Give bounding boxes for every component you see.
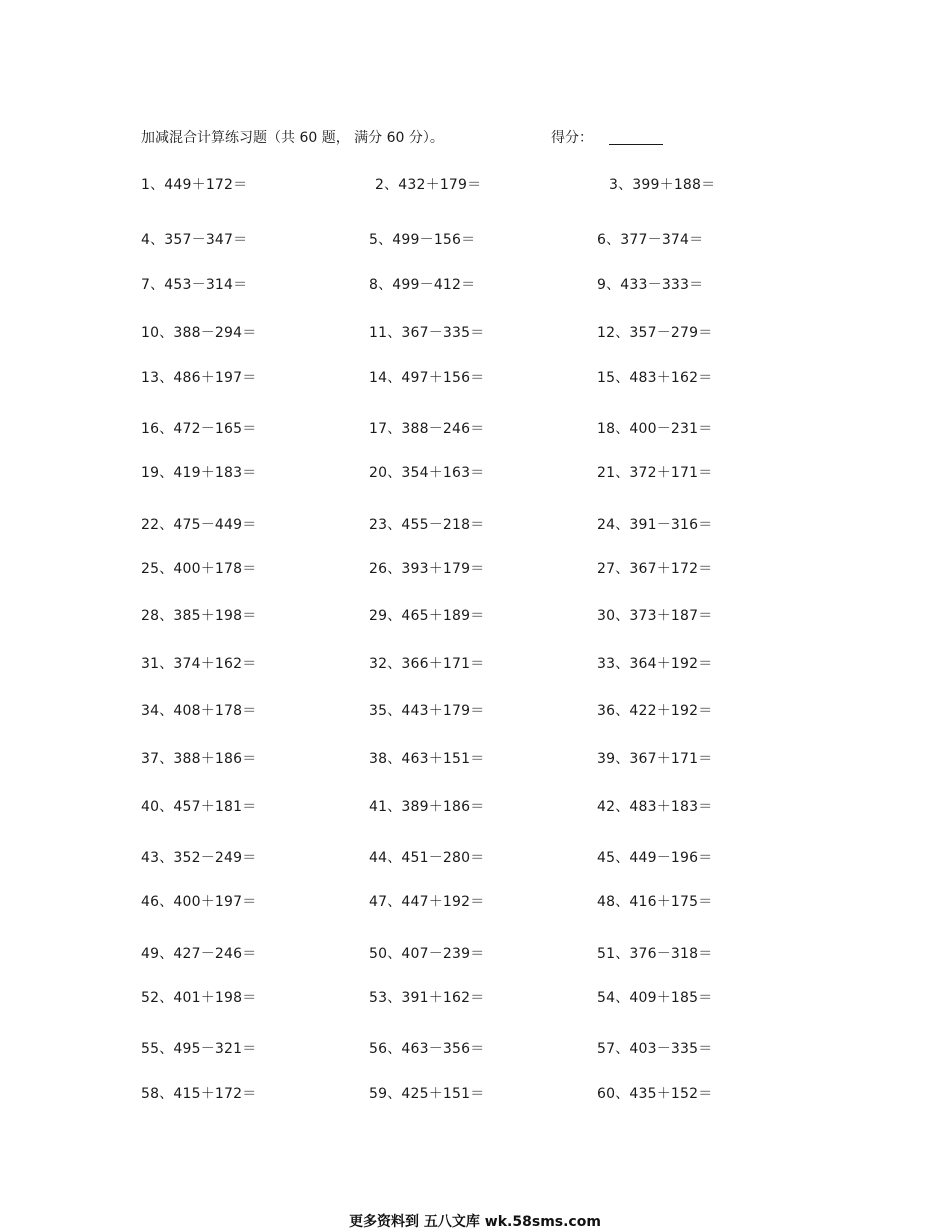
problem-item: 22、475－449＝ bbox=[141, 517, 257, 533]
problem-item: 8、499－412＝ bbox=[369, 277, 476, 293]
problem-item: 35、443＋179＝ bbox=[369, 703, 485, 719]
problem-item: 5、499－156＝ bbox=[369, 232, 476, 248]
problem-item: 26、393＋179＝ bbox=[369, 561, 485, 577]
problem-item: 7、453－314＝ bbox=[141, 277, 248, 293]
footer-watermark: 更多资料到 五八文库 wk.58sms.com bbox=[349, 1214, 601, 1230]
problem-item: 32、366＋171＝ bbox=[369, 656, 485, 672]
problem-item: 54、409＋185＝ bbox=[597, 990, 713, 1006]
problem-item: 13、486＋197＝ bbox=[141, 370, 257, 386]
problem-item: 43、352－249＝ bbox=[141, 850, 257, 866]
score-blank-line bbox=[609, 144, 663, 145]
problem-item: 36、422＋192＝ bbox=[597, 703, 713, 719]
problem-item: 45、449－196＝ bbox=[597, 850, 713, 866]
problem-item: 48、416＋175＝ bbox=[597, 894, 713, 910]
problem-item: 60、435＋152＝ bbox=[597, 1086, 713, 1102]
problem-item: 47、447＋192＝ bbox=[369, 894, 485, 910]
problem-item: 58、415＋172＝ bbox=[141, 1086, 257, 1102]
problem-item: 12、357－279＝ bbox=[597, 325, 713, 341]
score-label: 得分： bbox=[551, 130, 593, 146]
problem-item: 4、357－347＝ bbox=[141, 232, 248, 248]
problem-item: 49、427－246＝ bbox=[141, 946, 257, 962]
problem-item: 28、385＋198＝ bbox=[141, 608, 257, 624]
problem-item: 11、367－335＝ bbox=[369, 325, 485, 341]
problem-item: 1、449＋172＝ bbox=[141, 177, 248, 193]
problem-item: 41、389＋186＝ bbox=[369, 799, 485, 815]
problem-item: 52、401＋198＝ bbox=[141, 990, 257, 1006]
problem-item: 57、403－335＝ bbox=[597, 1041, 713, 1057]
problem-item: 25、400＋178＝ bbox=[141, 561, 257, 577]
problem-item: 33、364＋192＝ bbox=[597, 656, 713, 672]
problem-item: 44、451－280＝ bbox=[369, 850, 485, 866]
problem-item: 15、483＋162＝ bbox=[597, 370, 713, 386]
worksheet-title: 加减混合计算练习题（共 60 题， 满分 60 分）。 bbox=[141, 130, 444, 146]
problem-item: 55、495－321＝ bbox=[141, 1041, 257, 1057]
problem-item: 23、455－218＝ bbox=[369, 517, 485, 533]
problem-item: 9、433－333＝ bbox=[597, 277, 704, 293]
problem-item: 14、497＋156＝ bbox=[369, 370, 485, 386]
problem-item: 40、457＋181＝ bbox=[141, 799, 257, 815]
problem-item: 46、400＋197＝ bbox=[141, 894, 257, 910]
problem-item: 24、391－316＝ bbox=[597, 517, 713, 533]
problem-item: 18、400－231＝ bbox=[597, 421, 713, 437]
problem-item: 10、388－294＝ bbox=[141, 325, 257, 341]
problem-item: 42、483＋183＝ bbox=[597, 799, 713, 815]
problem-item: 29、465＋189＝ bbox=[369, 608, 485, 624]
problem-item: 21、372＋171＝ bbox=[597, 465, 713, 481]
problem-item: 2、432＋179＝ bbox=[375, 177, 482, 193]
problem-item: 16、472－165＝ bbox=[141, 421, 257, 437]
problem-item: 6、377－374＝ bbox=[597, 232, 704, 248]
problem-item: 39、367＋171＝ bbox=[597, 751, 713, 767]
problem-item: 50、407－239＝ bbox=[369, 946, 485, 962]
problem-item: 53、391＋162＝ bbox=[369, 990, 485, 1006]
problem-item: 38、463＋151＝ bbox=[369, 751, 485, 767]
problem-item: 37、388＋186＝ bbox=[141, 751, 257, 767]
problem-item: 31、374＋162＝ bbox=[141, 656, 257, 672]
problem-item: 3、399＋188＝ bbox=[609, 177, 716, 193]
problem-item: 51、376－318＝ bbox=[597, 946, 713, 962]
problem-item: 56、463－356＝ bbox=[369, 1041, 485, 1057]
problem-item: 30、373＋187＝ bbox=[597, 608, 713, 624]
problem-item: 59、425＋151＝ bbox=[369, 1086, 485, 1102]
problem-item: 20、354＋163＝ bbox=[369, 465, 485, 481]
problem-item: 27、367＋172＝ bbox=[597, 561, 713, 577]
problem-item: 19、419＋183＝ bbox=[141, 465, 257, 481]
problem-item: 17、388－246＝ bbox=[369, 421, 485, 437]
problem-item: 34、408＋178＝ bbox=[141, 703, 257, 719]
